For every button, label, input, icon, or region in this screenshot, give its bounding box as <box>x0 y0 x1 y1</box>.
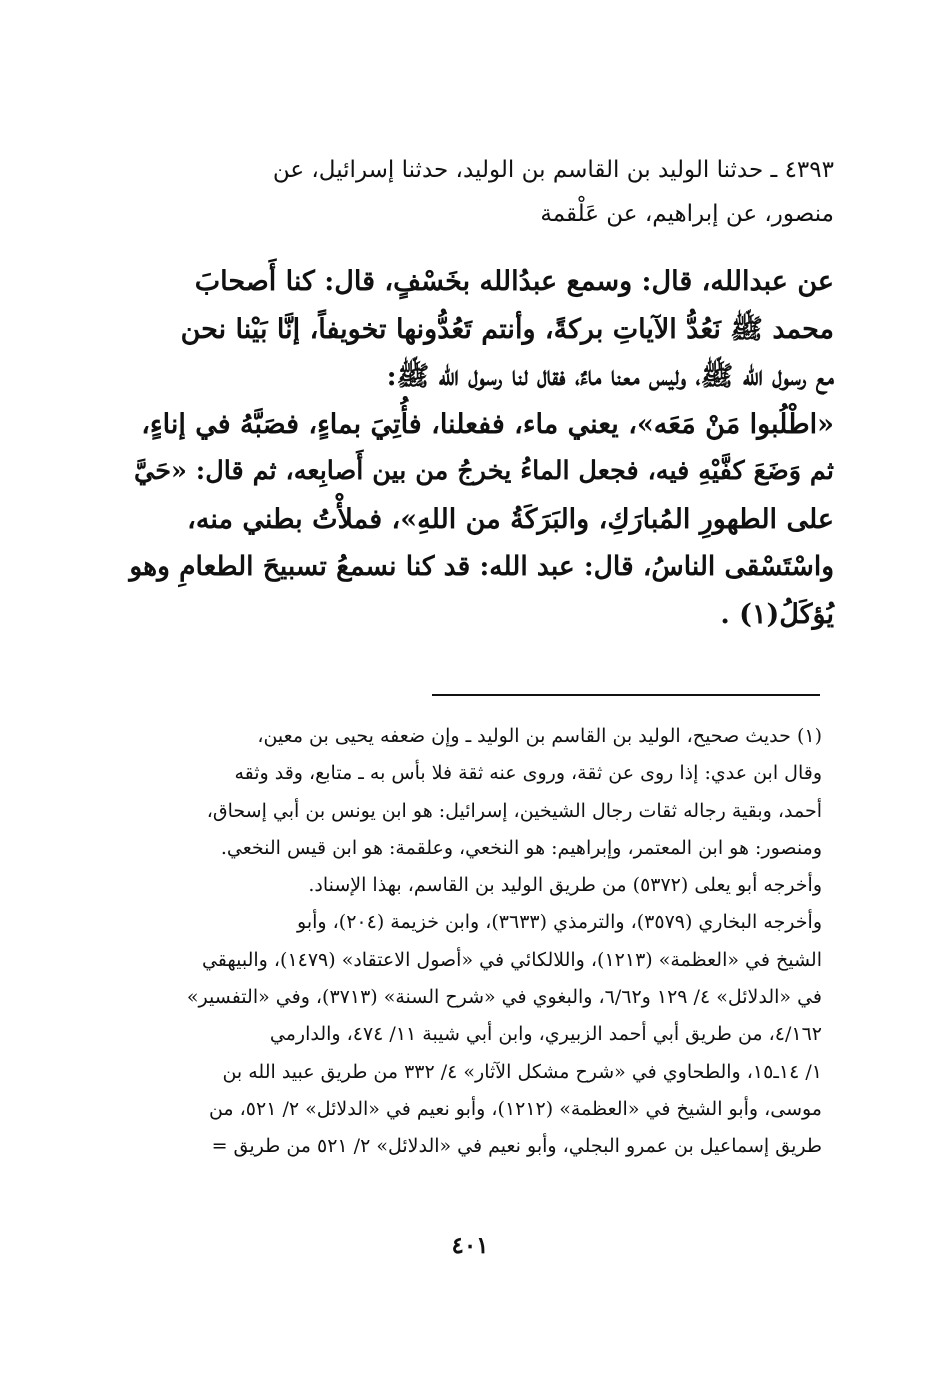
hadith-line: يُؤكَلُ(١) . <box>720 598 834 630</box>
hadith-line: محمد ﷺ نَعُدُّ الآياتِ بركةً، وأنتم تَعُدُّونها تخويفاً، إنَّا بَيْنا نحن <box>180 313 834 345</box>
hadith-line: «اطْلُبوا مَنْ مَعَه»، يعني ماء، ففعلنا، فأُتِيَ بماءٍ، فصَبَّهُ في إناءٍ، <box>141 408 834 440</box>
footnote-line: وقال ابن عدي: إذا روى عن ثقة، وروى عنه ثقة فلا بأس به ـ متابع، وقد وثقه <box>234 762 822 785</box>
hadith-isnad <box>128 148 834 236</box>
hadith-line: واسْتَسْقى الناسُ، قال: عبد الله: قد كنا نسمعُ تسبيحَ الطعامِ وهو <box>129 551 834 582</box>
footnote-line: (١) حديث صحيح، الوليد بن القاسم بن الوليد ـ وإن ضعفه يحيى بن معين، <box>257 725 822 747</box>
hadith-line: ثم وَضَعَ كفَّيْهِ فيه، فجعل الماءُ يخرجُ من بين أَصابِعه، ثم قال: «حَيَّ <box>133 456 834 486</box>
footnotes <box>108 718 822 1166</box>
footnote-line: ٤/١٦٢، من طريق أبي أحمد الزبيري، وابن أبي شيبة ١١/ ٤٧٤، والدارمي <box>269 1023 822 1046</box>
footnote-line: ومنصور: هو ابن المعتمر، وإبراهيم: هو النخعي، وعلقمة: هو ابن قيس النخعي. <box>220 836 822 859</box>
page-number: ٤٠١ <box>451 1232 489 1259</box>
isnad-line: ٤٣٩٣ ـ حدثنا الوليد بن القاسم بن الوليد، حدثنا إسرائيل، عن <box>272 157 834 183</box>
hadith-line: عن عبدالله، قال: وسمع عبدُالله بخَسْفٍ، قال: كنا أَصحابَ <box>194 266 834 297</box>
isnad-line: منصور، عن إبراهيم، عن عَلْقمة <box>540 201 834 227</box>
hadith-text <box>128 258 834 638</box>
footnote-line: وأخرجه البخاري (٣٥٧٩)، والترمذي (٣٦٣٣)، وابن خزيمة (٢٠٤)، وأبو <box>297 911 822 934</box>
footnote-line: أحمد، وبقية رجاله ثقات رجال الشيخين، إسرائيل: هو ابن يونس بن أبي إسحاق، <box>206 799 822 822</box>
footnote-line: طريق إسماعيل بن عمرو البجلي، وأبو نعيم في «الدلائل» ٢/ ٥٢١ من طريق = <box>211 1135 822 1158</box>
footnote-separator <box>432 694 820 696</box>
footnote-line: وأخرجه أبو يعلى (٥٣٧٢) من طريق الوليد بن القاسم، بهذا الإسناد. <box>308 874 822 897</box>
footnote-line: الشيخ في «العظمة» (١٢١٣)، واللالكائي في «أصول الاعتقاد» (١٤٧٩)، والبيهقي <box>201 948 822 971</box>
footnote-line: موسى، وأبو الشيخ في «العظمة» (١٢١٢)، وأبو نعيم في «الدلائل» ٢/ ٥٢١، من <box>208 1097 822 1120</box>
hadith-line: مع رسول الله ﷺ، وليس معنا ماءٌ، فقال لنا رسول الله ﷺ: <box>386 361 834 392</box>
footnote-line: ١/ ١٤ـ١٥، والطحاوي في «شرح مشكل الآثار» ٤/ ٣٣٢ من طريق عبيد الله بن <box>222 1060 822 1083</box>
hadith-line: على الطهورِ المُبارَكِ، والبَرَكَةُ من اللهِ»، فملأْتُ بطني منه، <box>187 503 834 535</box>
footnote-line: في «الدلائل» ٤/ ١٢٩ و٦/٦٢، والبغوي في «شرح السنة» (٣٧١٣)، وفي «التفسير» <box>186 986 822 1009</box>
